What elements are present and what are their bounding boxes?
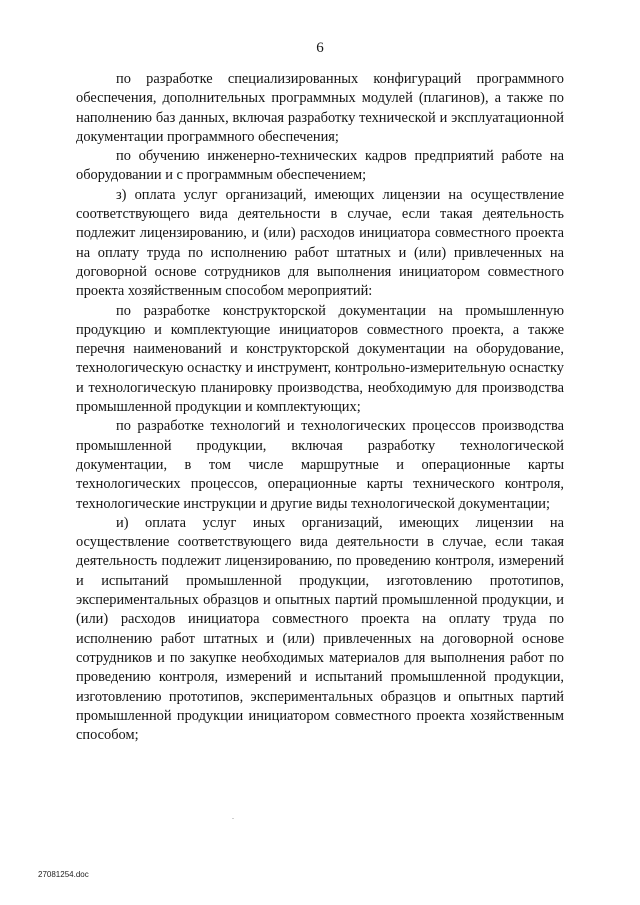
scan-speck xyxy=(232,818,234,819)
paragraph-staff-training: по обучению инженерно-технических кадров предприятий работе на оборудовании и с программным обеспечением; xyxy=(76,148,564,184)
paragraph-item-i: и) оплата услуг иных организаций, имеющих лицензии на осуществление соответствующего вида деятельности в случае, если такая деятельность подлежит лицензированию, по проведению контроля, измерений и испытаний промышленной продукции, изготовлению прототипов, экспериментальных образцов и опытных партий промышленной продукции, и (или) расходов инициатора совместного проекта на оплату труда по исполнению работ штатных и (или) привлеченных на договорной основе сотрудников и по закупке необходимых материалов для выполнения работ по проведению контроля, измерений и испытаний промышленной продукции, изготовлению прототипов, экспериментальных образцов и опытных партий промышленной продукции инициатором совместного проекта хозяйственным способом; xyxy=(76,514,564,744)
page-number: 6 xyxy=(316,40,324,56)
paragraph-item-z: з) оплата услуг организаций, имеющих лицензии на осуществление соответствующего вида деятельности в случае, если такая деятельность подлежит лицензированию, и (или) расходов инициатора совместного проекта на оплату труда по исполнению работ штатных и (или) привлеченных на договорной основе сотрудников для выполнения инициатором совместного проекта хозяйственным способом мероприятий: xyxy=(76,186,564,300)
paragraph-design-documentation: по разработке конструкторской документации на промышленную продукцию и комплектующие инициаторов совместного проекта, а также перечня наименований и конструкторской документации на оборудование, технологическую оснастку и инструмент, контрольно-измерительную оснастку и технологическую планировку производства, необходимую для производства промышленной продукции и комплектующих; xyxy=(76,302,564,416)
file-name-footer: 27081254.doc xyxy=(38,870,89,879)
document-body xyxy=(76,70,564,745)
paragraph-software-development: по разработке специализированных конфигураций программного обеспечения, дополнительных программных модулей (плагинов), а также по наполнению баз данных, включая разработку технической и эксплуатационной документации программного обеспечения; xyxy=(76,71,564,145)
paragraph-technology-development: по разработке технологий и технологических процессов производства промышленной продукции, включая разработку технологической документации, в том числе маршрутные и операционные карты технологических процессов, операционные карты технического контроля, технологические инструкции и другие виды технологической документации; xyxy=(76,418,564,512)
